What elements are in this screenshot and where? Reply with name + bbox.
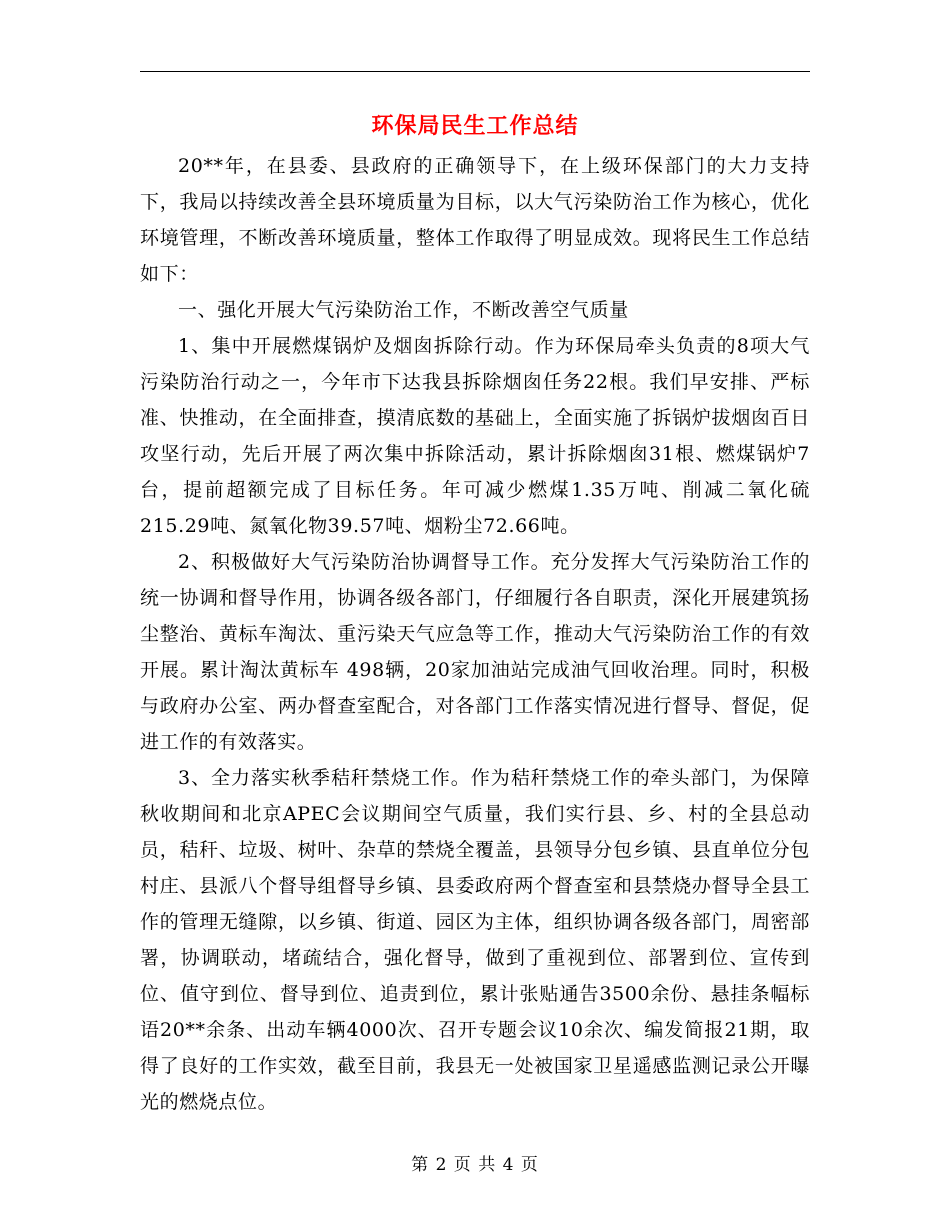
document-title: 环保局民生工作总结 [371, 113, 579, 139]
page-number: 第 2 页 共 4 页 [411, 1155, 539, 1175]
header-rule [140, 71, 810, 72]
intro-paragraph: 20**年，在县委、县政府的正确领导下，在上级环保部门的大力支持下，我局以持续改善全县环境质量为目标，以大气污染防治工作为核心，优化环境管理，不断改善环境质量，整体工作取得了明显成效。现将民生工作总结如下： [140, 155, 810, 285]
document-body [140, 148, 810, 1120]
body-paragraph-2: 2、积极做好大气污染防治协调督导工作。充分发挥大气污染防治工作的统一协调和督导作用，协调各级各部门，仔细履行各自职责，深化开展建筑扬尘整治、黄标车淘汰、重污染天气应急等工作，推动大气污染防治工作的有效开展。累计淘汰黄标车 498辆，20家加油站完成油气回收治理。同时，积极与政府办公室、两办督查室配合，对各部门工作落实情况进行督导、督促，促进工作的有效落实。 [140, 551, 810, 753]
section-heading: 一、强化开展大气污染防治工作，不断改善空气质量 [178, 299, 629, 321]
body-paragraph-3: 3、全力落实秋季秸秆禁烧工作。作为秸秆禁烧工作的牵头部门，为保障秋收期间和北京APEC会议期间空气质量，我们实行县、乡、村的全县总动员，秸秆、垃圾、树叶、杂草的禁烧全覆盖，县领导分包乡镇、县直单位分包村庄、县派八个督导组督导乡镇、县委政府两个督查室和县禁烧办督导全县工作的管理无缝隙，以乡镇、街道、园区为主体，组织协调各级各部门，周密部署，协调联动，堵疏结合，强化督导，做到了重视到位、部署到位、宣传到位、值守到位、督导到位、追责到位，累计张贴通告3500余份、悬挂条幅标语20**余条、出动车辆4000次、召开专题会议10余次、编发简报21期，取得了良好的工作实效，截至目前，我县无一处被国家卫星遥感监测记录公开曝光的燃烧点位。 [140, 767, 810, 1113]
body-paragraph-1: 1、集中开展燃煤锅炉及烟囱拆除行动。作为环保局牵头负责的8项大气污染防治行动之一，今年市下达我县拆除烟囱任务22根。我们早安排、严标准、快推动，在全面排查，摸清底数的基础上，全面实施了拆锅炉拔烟囱百日攻坚行动，先后开展了两次集中拆除活动，累计拆除烟囱31根、燃煤锅炉7台，提前超额完成了目标任务。年可减少燃煤1.35万吨、削减二氧化硫215.29吨、氮氧化物39.57吨、烟粉尘72.66吨。 [140, 335, 810, 537]
